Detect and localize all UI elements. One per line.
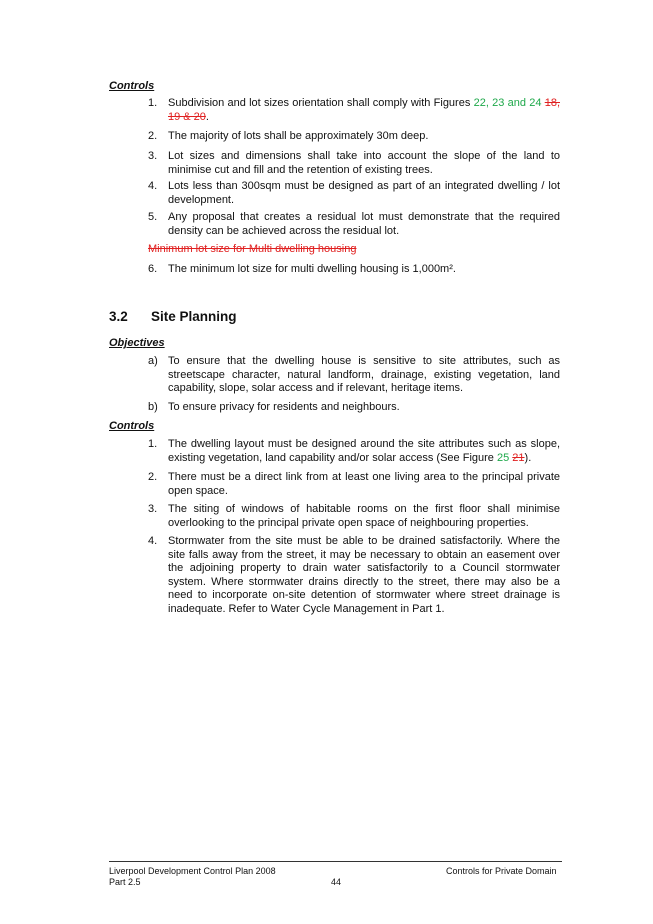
deleted-text: 18, 19 & 20 (168, 97, 560, 123)
list-item: 2. The majority of lots shall be approximately 30m deep. (148, 130, 429, 142)
list-item: 5. Any proposal that creates a residual lot must demonstrate that the required density can be achieved across the residual lot. (148, 211, 560, 237)
inserted-text: 22, 23 and 24 (473, 97, 542, 109)
objectives-heading: Objectives (109, 337, 165, 349)
list-item: 3. Lot sizes and dimensions shall take into account the slope of the land to minimise cut and fill and the retention of existing trees. (148, 150, 560, 176)
footer-part: Part 2.5 (109, 877, 141, 887)
controls-heading: Controls (109, 80, 155, 92)
list-item: 1. The dwelling layout must be designed around the site attributes such as slope, existing vegetation, land capability and/or solar access (See Figure 25 21). (148, 438, 560, 464)
list-item: 4. Lots less than 300sqm must be designed as part of an integrated dwelling / lot development. (148, 180, 560, 206)
list-item: a) To ensure that the dwelling house is sensitive to site attributes, such as streetscape character, natural landform, drainage, existing vegetation, land capability, slope, solar access and if relevant, heritage items. (148, 355, 560, 394)
footer-section: Controls for Private Domain (446, 866, 557, 876)
deleted-text: 21 (512, 451, 525, 464)
list-item: 2. There must be a direct link from at least one living area to the principal private open space. (148, 471, 560, 497)
section-title: Site Planning (151, 309, 237, 324)
list-item: 6. The minimum lot size for multi dwelling housing is 1,000m². (148, 263, 456, 275)
list-item: b) To ensure privacy for residents and neighbours. (148, 401, 400, 413)
section-number: 3.2 (109, 309, 128, 324)
inserted-text: 25 (496, 451, 510, 464)
footer-document-title: Liverpool Development Control Plan 2008 (109, 866, 276, 876)
list-item: 1. Subdivision and lot sizes orientation shall comply with Figures 22, 23 and 24 18, 19 & 20. (148, 97, 560, 123)
footer-divider (109, 861, 562, 862)
list-item: 4. Stormwater from the site must be able to be drained satisfactorily. Where the site falls away from the street, it may be necessary to obtain an easement over the adjoining property to drain water satisfactorily to a Council stormwater system. Where stormwater drains directly to the street, there may also be a need to incorporate on-site detention of stormwater where street drainage is inadequate. Refer to Water Cycle Management in Part 1. (148, 535, 560, 615)
deleted-subheading: Minimum lot size for Multi dwelling housing (148, 243, 357, 255)
list-item: 3. The siting of windows of habitable rooms on the first floor shall minimise overlooking to the principal private open space of neighbouring properties. (148, 503, 560, 529)
page-number: 44 (331, 877, 342, 887)
controls-heading: Controls (109, 420, 155, 432)
